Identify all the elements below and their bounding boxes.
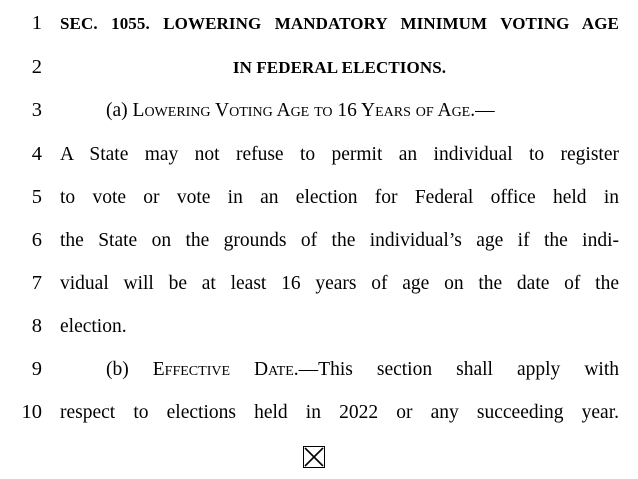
subsection-label: (a) bbox=[106, 100, 133, 121]
subsection-dash: .— bbox=[470, 100, 495, 121]
line-3 bbox=[0, 89, 638, 132]
line-10 bbox=[0, 391, 638, 434]
line-number: 5 bbox=[31, 186, 42, 208]
subsection-label: (b) bbox=[106, 359, 153, 380]
line-4 bbox=[0, 133, 638, 176]
line-number: 4 bbox=[31, 143, 42, 165]
body-text: the State on the grounds of the individual’s age if the indi- bbox=[60, 230, 619, 251]
line-number: 6 bbox=[31, 229, 42, 251]
section-heading-line-1: SEC. 1055. LOWERING MANDATORY MINIMUM VOTING AGE bbox=[60, 14, 619, 33]
body-text: vidual will be at least 16 years of age on the date of the bbox=[60, 273, 619, 294]
body-text: A State may not refuse to permit an individual to register bbox=[60, 144, 619, 165]
body-text: election. bbox=[60, 316, 127, 337]
subsection-b-heading bbox=[60, 348, 619, 391]
line-9 bbox=[0, 348, 638, 391]
line-number: 2 bbox=[31, 56, 42, 78]
subsection-title: Lowering Voting Age to 16 Years of Age bbox=[132, 100, 471, 121]
line-number: 10 bbox=[21, 401, 42, 423]
line-1 bbox=[0, 2, 638, 45]
boxed-x-end-mark-icon bbox=[303, 446, 325, 468]
line-number: 1 bbox=[31, 12, 42, 34]
line-8 bbox=[0, 305, 638, 348]
subsection-text: .—This section shall apply with bbox=[293, 359, 619, 380]
line-5 bbox=[0, 176, 638, 219]
line-number: 7 bbox=[31, 272, 42, 294]
subsection-title: Effective Date bbox=[152, 359, 294, 380]
line-6 bbox=[0, 219, 638, 262]
subsection-a-heading bbox=[60, 89, 619, 132]
line-number: 8 bbox=[31, 315, 42, 337]
line-7 bbox=[0, 262, 638, 305]
body-text: respect to elections held in 2022 or any succeeding year. bbox=[60, 402, 619, 423]
line-number: 9 bbox=[31, 358, 42, 380]
line-2 bbox=[0, 46, 638, 89]
body-text: to vote or vote in an election for Federal office held in bbox=[60, 187, 619, 208]
section-heading-line-2: IN FEDERAL ELECTIONS. bbox=[232, 58, 447, 77]
line-number: 3 bbox=[31, 99, 42, 121]
